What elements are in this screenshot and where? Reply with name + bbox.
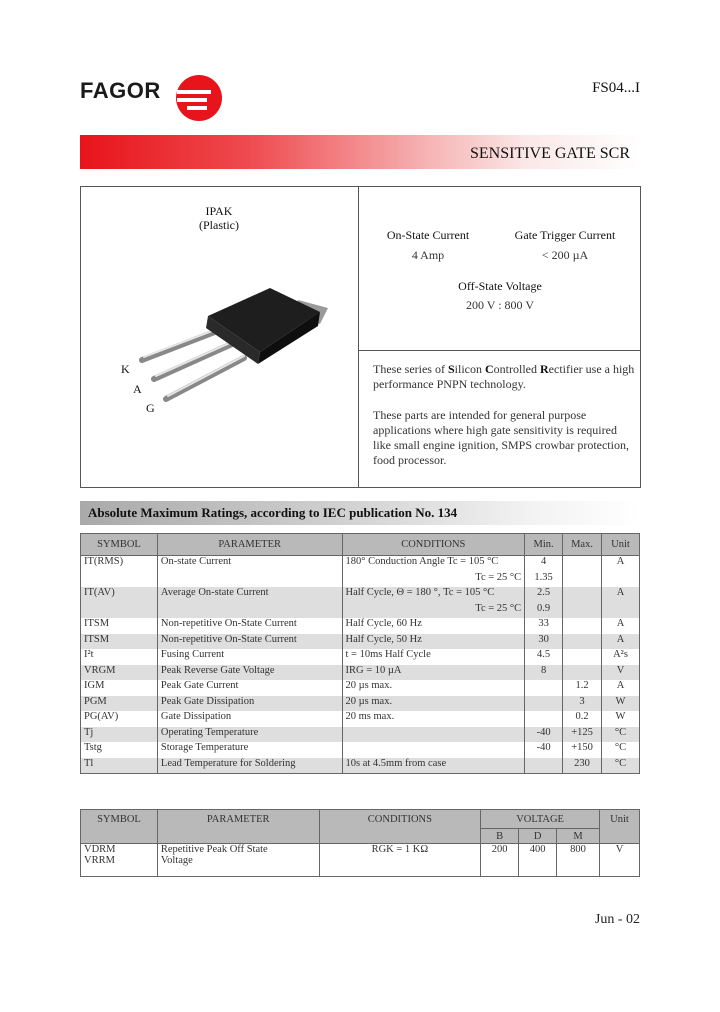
cell-symbol: VRGM [81,665,158,681]
cell-symbol [81,603,158,619]
cell-unit: A²s [602,649,640,665]
cell-conditions: 180° Conduction Angle Tc = 105 °C [342,556,525,572]
cell-conditions: IRG = 10 µA [342,665,525,681]
cell-symbol: IT(RMS) [81,556,158,572]
off-state-voltage-value: 200 V : 800 V [465,298,534,312]
cell-parameter: Peak Reverse Gate Voltage [157,665,342,681]
table-row [81,649,640,665]
cell-min [525,711,563,727]
col-unit: Unit [602,534,640,556]
table-row [81,556,640,572]
gate-trigger-current-label: Gate Trigger Current [514,228,616,242]
cell-parameter: Average On-state Current [157,587,342,603]
cell-conditions: 10s at 4.5mm from case [342,758,525,774]
cell-conditions: 20 ms max. [342,711,525,727]
cell-unit: A [602,680,640,696]
cell-symbol [81,572,158,588]
table-row [81,680,640,696]
cell-min: 2.5 [525,587,563,603]
cell-max: 1.2 [563,680,602,696]
cell-max: +125 [563,727,602,743]
vcol-b: B [481,829,519,844]
cell-unit: °C [602,758,640,774]
col-conditions: CONDITIONS [342,534,525,556]
cell-min [525,758,563,774]
cell-max: 0.2 [563,711,602,727]
vcol-voltage: VOLTAGE [481,810,600,829]
cell-conditions: Half Cycle, 50 Hz [342,634,525,650]
description-paragraph-1: These series of Silicon Controlled Rectifier use a high performance PNPN technology. [373,362,635,391]
voltage-symbols: VDRM VRRM [81,844,158,877]
vcol-conditions: CONDITIONS [319,810,481,844]
cell-unit: °C [602,742,640,758]
cell-unit: °C [602,727,640,743]
ratings-title: Absolute Maximum Ratings, according to IEC publication No. 134 [88,505,458,520]
brand-logo-text: FAGOR [80,78,161,103]
ratings-table [80,533,640,774]
table-row [81,618,640,634]
cell-parameter: Peak Gate Current [157,680,342,696]
cell-symbol: Tl [81,758,158,774]
cell-max [563,665,602,681]
cell-parameter: On-state Current [157,556,342,572]
cell-parameter: Non-repetitive On-State Current [157,634,342,650]
cell-unit: W [602,711,640,727]
cell-max: +150 [563,742,602,758]
cell-parameter: Lead Temperature for Soldering [157,758,342,774]
cell-parameter: Operating Temperature [157,727,342,743]
package-label [80,204,358,232]
cell-parameter: Storage Temperature [157,742,342,758]
table-row [81,727,640,743]
cell-unit [602,572,640,588]
cell-parameter [157,603,342,619]
on-state-current-label: On-State Current [386,228,470,242]
cell-symbol: ITSM [81,618,158,634]
cell-unit: W [602,696,640,712]
table-row [81,634,640,650]
cell-symbol: ITSM [81,634,158,650]
description-paragraph-2: These parts are intended for general purpose applications where high gate sensitivity is required like small engine ignition, SMPS crowbar protection, food processor. [373,408,629,467]
vcol-parameter: PARAMETER [157,810,319,844]
package-material: (Plastic) [199,218,239,232]
cell-parameter: Non-repetitive On-State Current [157,618,342,634]
cell-conditions: Tc = 25 °C [342,572,525,588]
fagor-logo-icon [175,74,223,122]
table-row [81,696,640,712]
overview-divider [358,186,359,487]
cell-symbol: PG(AV) [81,711,158,727]
cell-parameter: Fusing Current [157,649,342,665]
table-row [81,665,640,681]
pin-k-label: K [121,362,130,376]
cell-min: 4.5 [525,649,563,665]
cell-parameter: Gate Dissipation [157,711,342,727]
ipak-package-image [120,282,350,412]
cell-symbol: PGM [81,696,158,712]
vcol-symbol: SYMBOL [81,810,158,844]
cell-max: 230 [563,758,602,774]
voltage-table [80,809,640,877]
col-min: Min. [525,534,563,556]
voltage-m: 800 [557,844,600,877]
spec-divider [358,350,640,351]
col-symbol: SYMBOL [81,534,158,556]
cell-min: -40 [525,742,563,758]
cell-max [563,634,602,650]
vcol-d: D [519,829,557,844]
cell-max [563,618,602,634]
col-max: Max. [563,534,602,556]
table-row [81,572,640,588]
cell-max [563,649,602,665]
pin-g-label: G [146,401,155,415]
cell-min: 8 [525,665,563,681]
cell-unit: V [602,665,640,681]
pin-a-label: A [133,382,142,396]
cell-conditions: 20 µs max. [342,696,525,712]
cell-symbol: I²t [81,649,158,665]
cell-min: 1.35 [525,572,563,588]
cell-conditions [342,727,525,743]
cell-min: -40 [525,727,563,743]
cell-max [563,587,602,603]
vcol-m: M [557,829,600,844]
voltage-d: 400 [519,844,557,877]
page-title: SENSITIVE GATE SCR [469,145,630,162]
col-parameter: PARAMETER [157,534,342,556]
cell-symbol: IGM [81,680,158,696]
voltage-condition: RGK = 1 KΩ [319,844,481,877]
table-row [81,742,640,758]
cell-unit: A [602,634,640,650]
package-name: IPAK [205,204,233,218]
cell-min: 33 [525,618,563,634]
cell-min: 0.9 [525,603,563,619]
vcol-unit: Unit [600,810,640,844]
cell-conditions: Tc = 25 °C [342,603,525,619]
cell-conditions: 20 µs max. [342,680,525,696]
part-number: FS04...I [592,80,640,96]
voltage-unit: V [600,844,640,877]
cell-min [525,696,563,712]
cell-conditions: Half Cycle, 60 Hz [342,618,525,634]
document-date: Jun - 02 [594,912,640,927]
table-row [81,587,640,603]
cell-conditions [342,742,525,758]
cell-max [563,603,602,619]
cell-parameter [157,572,342,588]
cell-conditions: t = 10ms Half Cycle [342,649,525,665]
cell-unit [602,603,640,619]
off-state-voltage-label: Off-State Voltage [458,279,542,293]
table-row [81,758,640,774]
cell-max [563,556,602,572]
cell-unit: A [602,587,640,603]
cell-symbol: Tj [81,727,158,743]
cell-min: 4 [525,556,563,572]
cell-unit: A [602,618,640,634]
table-row [81,711,640,727]
voltage-row [81,844,640,877]
cell-min [525,680,563,696]
cell-max [563,572,602,588]
on-state-current-value: 4 Amp [411,248,445,262]
cell-unit: A [602,556,640,572]
voltage-parameter: Repetitive Peak Off State Voltage [157,844,319,877]
cell-max: 3 [563,696,602,712]
cell-symbol: Tstg [81,742,158,758]
table-row [81,603,640,619]
gate-trigger-current-value: < 200 µA [541,248,589,262]
cell-symbol: IT(AV) [81,587,158,603]
voltage-b: 200 [481,844,519,877]
cell-min: 30 [525,634,563,650]
cell-conditions: Half Cycle, Θ = 180 °, Tc = 105 °C [342,587,525,603]
cell-parameter: Peak Gate Dissipation [157,696,342,712]
